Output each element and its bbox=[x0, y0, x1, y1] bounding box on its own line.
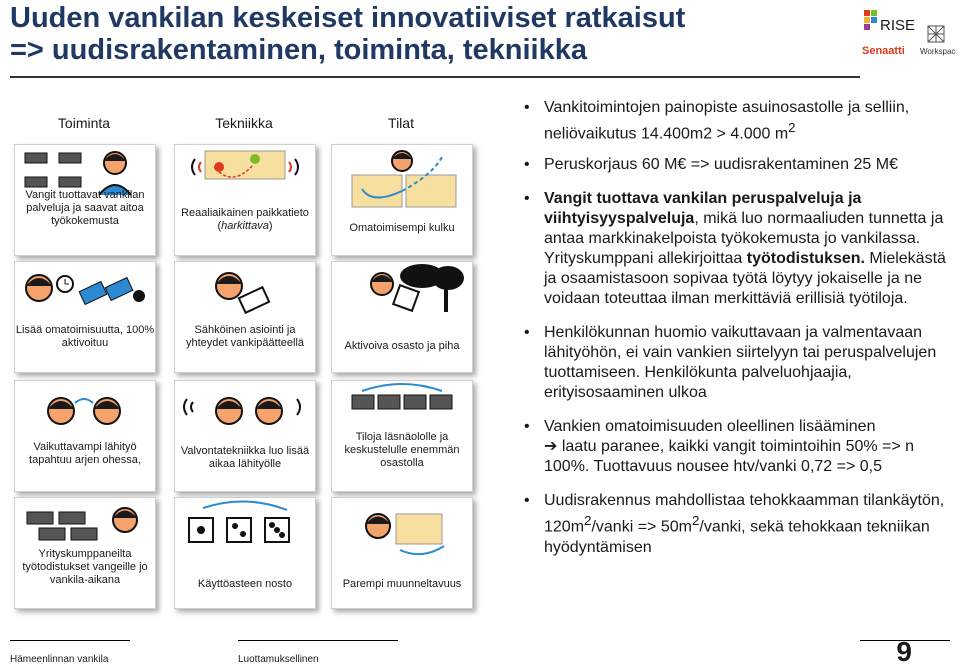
bullet-text: laatu paranee, kaikki vangit toimintoihin 50% => n 100%. Tuottavuus nousee htv/vanki 0,72 => 0,5 bbox=[544, 438, 915, 476]
panel-lasnaolo bbox=[331, 380, 473, 492]
title-line-1: Uuden vankilan keskeiset innovatiiviset ratkaisut bbox=[10, 2, 686, 34]
workshop-icon bbox=[15, 498, 155, 546]
panel-kayttoaste bbox=[174, 497, 316, 609]
panel-caption: Valvontatekniikka luo lisää aikaa lähityölle bbox=[180, 445, 310, 470]
page-title bbox=[10, 2, 685, 66]
panel-caption: Aktivoiva osasto ja piha bbox=[344, 340, 460, 352]
panel-tyotodistus bbox=[14, 497, 156, 609]
bullet-text: • Vankien omatoimisuuden oleellinen lisääminen bbox=[544, 418, 876, 436]
self-service-icon bbox=[15, 262, 155, 316]
page-number: 9 bbox=[896, 636, 912, 667]
panel-caption: Yrityskumppaneilta työtodistukset vangeille jo vankila-aikana bbox=[22, 548, 148, 586]
terminal-icon bbox=[175, 262, 315, 316]
panel-caption: Vaikuttavampi lähityö tapahtuu arjen ohessa, bbox=[29, 441, 141, 466]
footer-rule bbox=[238, 640, 398, 641]
panel-aktivoiva-osasto bbox=[331, 261, 473, 373]
panel-caption: Tiloja läsnäololle ja keskustelulle enemmän osastolla bbox=[344, 431, 460, 469]
title-line-2: => uudisrakentaminen, toiminta, tekniikka bbox=[10, 34, 587, 66]
footer-rule bbox=[10, 640, 130, 641]
location-tracking-icon bbox=[175, 145, 315, 205]
caption-part: Reaaliaikainen paikkatieto ( bbox=[181, 207, 309, 232]
panel-kulku bbox=[331, 144, 473, 256]
bullet-text: Mielekästä ja osaamistasoon sopivaa työtä löytyy jokaiselle ja ne voidaan toteuttaa ilman merkittäviä erillisiä työtiloja. bbox=[544, 250, 946, 308]
panel-caption: Omatoimisempi kulku bbox=[349, 222, 455, 234]
superscript: 2 bbox=[691, 513, 700, 529]
superscript: 2 bbox=[788, 120, 796, 135]
footer bbox=[0, 632, 960, 672]
panel-caption: Käyttöasteen nosto bbox=[197, 578, 293, 590]
panel-caption: Parempi muunneltavuus bbox=[342, 578, 462, 590]
bullet-text: Uudisrakennus mahdollistaa tehokkaamman tilankäytön, 120m bbox=[544, 492, 945, 536]
panel-palvelut bbox=[14, 144, 156, 256]
bullet-item bbox=[520, 417, 960, 477]
workspace-logo-icon bbox=[928, 26, 944, 42]
caption-emphasis: harkittava bbox=[221, 220, 269, 232]
bullet-text: Vankitoimintojen painopiste asuinosastolle ja selliin, neliövaikutus 14.400m2 > 4.000 m bbox=[544, 99, 910, 143]
close-work-icon bbox=[15, 381, 155, 437]
bullet-text: , mikä luo normaaliuden tunnetta ja antaa markkinakelpoista työkokemusta jo vankilassa. Yrityskumppani allekirjoittaa bbox=[544, 210, 944, 268]
arrow-right-icon: ➔ bbox=[544, 438, 558, 456]
bullet-list bbox=[520, 98, 960, 569]
bullet-bold-text: Vangit tuottava vankilan peruspalveluja ja viihtyisyyspalveluja bbox=[544, 190, 862, 228]
bullet-text: /vanki => 50m bbox=[591, 518, 692, 536]
senaatti-logo-text: Senaatti bbox=[862, 45, 905, 57]
column-header-toiminta: Toiminta bbox=[57, 115, 111, 131]
bullet-bold-text: työtodistuksen. bbox=[746, 250, 865, 268]
presence-space-icon bbox=[332, 381, 472, 429]
panel-muunneltavuus bbox=[331, 497, 473, 609]
panel-valvonta bbox=[174, 380, 316, 492]
apple-icon bbox=[133, 290, 145, 302]
column-header-tekniikka: Tekniikka bbox=[215, 115, 273, 131]
panel-caption: Vangit tuottavat vankilan palveluja ja saavat aitoa työkokemusta bbox=[25, 189, 145, 227]
superscript: 2 bbox=[584, 513, 592, 529]
logos bbox=[860, 4, 956, 60]
bullet-text: Henkilökunnan huomio vaikuttavaan ja valmentavaan lähityöhön, ei vain vankien siirtelyyn tai peruspalvelujen tuottamiseen. Henkilökunta palveluohjaajia, erityisosaaminen ulkoa bbox=[544, 324, 937, 402]
usage-rate-icon bbox=[175, 498, 315, 558]
bullet-item bbox=[520, 189, 960, 309]
caption-part: ) bbox=[268, 220, 273, 232]
panel-caption bbox=[175, 207, 315, 233]
panel-paikkatieto bbox=[174, 144, 316, 256]
panel-caption: Sähköinen asiointi ja yhteydet vankipäätteellä bbox=[185, 324, 305, 349]
panel-caption: Lisää omatoimisuutta, 100% aktivoituu bbox=[15, 324, 155, 349]
footer-organization: Hämeenlinnan vankila bbox=[10, 654, 109, 665]
footer-classification: Luottamuksellinen bbox=[238, 654, 319, 665]
free-movement-icon bbox=[332, 145, 472, 215]
column-header-tilat: Tilat bbox=[388, 115, 414, 131]
bullet-text: Peruskorjaus 60 M€ => uudisrakentaminen 25 M€ bbox=[544, 156, 898, 174]
rise-logo-text: RISE bbox=[880, 17, 916, 34]
title-divider bbox=[10, 76, 860, 78]
bullet-text: /vanki, sekä tehokkaan tekniikan hyödyntämisen bbox=[544, 518, 930, 556]
panel-omatoimisuus bbox=[14, 261, 156, 373]
panel-lahityo bbox=[14, 380, 156, 492]
bullet-item bbox=[520, 155, 960, 175]
adaptability-icon bbox=[332, 498, 472, 558]
rise-logo-icon bbox=[860, 4, 956, 60]
surveillance-icon bbox=[175, 381, 315, 437]
bullet-item bbox=[520, 323, 960, 403]
bullet-item bbox=[520, 491, 960, 557]
panel-asiointi bbox=[174, 261, 316, 373]
bullet-item bbox=[520, 98, 960, 144]
workspace-logo-text: Workspace bbox=[920, 47, 956, 56]
active-yard-icon bbox=[332, 262, 472, 326]
